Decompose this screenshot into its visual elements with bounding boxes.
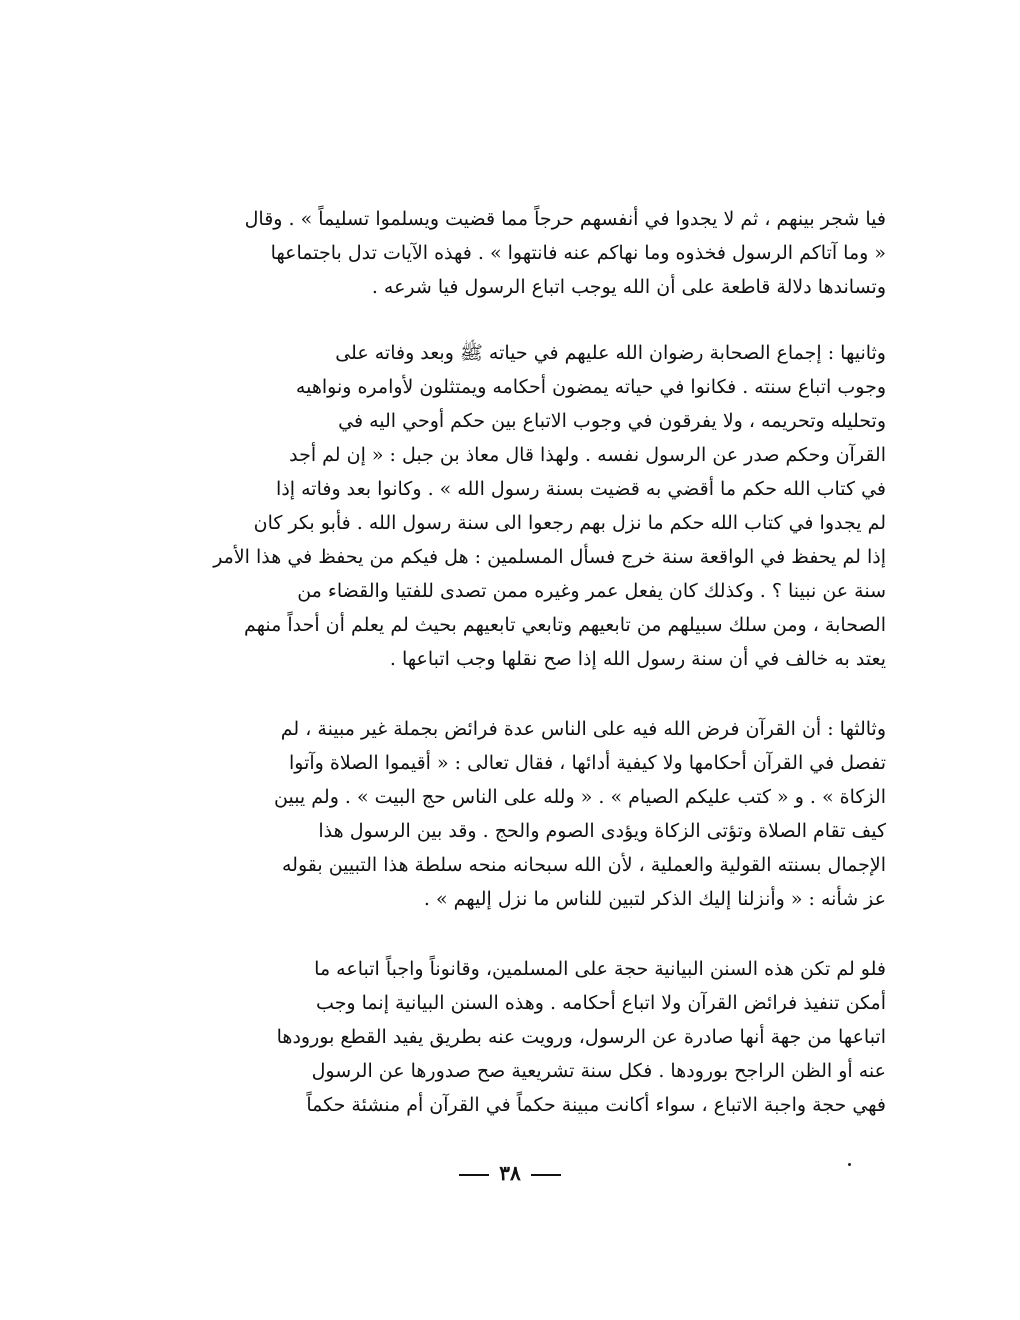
paragraph-3 xyxy=(130,712,886,916)
text-line: الصحابة ، ومن سلك سبيلهم من تابعيهم وتابعي تابعيهم بحيث لم يعلم أن أحداً منهم xyxy=(244,614,886,636)
text-line: اتباعها من جهة أنها صادرة عن الرسول، ورويت عنه بطريق يفيد القطع بورودها xyxy=(276,1026,886,1048)
page-number-text: ٣٨ xyxy=(499,1161,521,1185)
text-line: وتحليله وتحريمه ، ولا يفرقون في وجوب الاتباع بين حكم أوحي اليه في xyxy=(338,410,886,432)
text-line: سنة عن نبينا ؟ . وكذلك كان يفعل عمر وغيره ممن تصدى للفتيا والقضاء من xyxy=(297,580,886,602)
text-line: وثالثها : أن القرآن فرض الله فيه على الناس عدة فرائض بجملة غير مبينة ، لم xyxy=(280,718,886,740)
text-line: عنه أو الظن الراجح بورودها . فكل سنة تشريعية صح صدورها عن الرسول xyxy=(311,1060,886,1082)
text-line: وجوب اتباع سنته . فكانوا في حياته يمضون أحكامه ويمتثلون لأوامره ونواهيه xyxy=(295,376,886,398)
text-line: الزكاة » . و « كتب عليكم الصيام » . « ولله على الناس حج البيت » . ولم يبين xyxy=(274,786,886,808)
text-line: القرآن وحكم صدر عن الرسول نفسه . ولهذا قال معاذ بن جبل : « إن لم أجد xyxy=(289,444,886,466)
text-line: وثانيها : إجماع الصحابة رضوان الله عليهم في حياته ﷺ وبعد وفاته على xyxy=(335,342,886,364)
text-line: كيف تقام الصلاة وتؤتى الزكاة ويؤدى الصوم والحج . وقد بين الرسول هذا xyxy=(318,820,886,842)
text-line: الإجمال بسنته القولية والعملية ، لأن الله سبحانه منحه سلطة هذا التبيين بقوله xyxy=(281,854,886,876)
text-line: « وما آتاكم الرسول فخذوه وما نهاكم عنه فانتهوا » . فهذه الآيات تدل باجتماعها xyxy=(270,242,886,264)
text-line: فهي حجة واجبة الاتباع ، سواء أكانت مبينة حكماً في القرآن أم منشئة حكماً xyxy=(306,1094,886,1116)
page-number xyxy=(0,1158,1020,1188)
page-number-dash xyxy=(459,1174,489,1176)
text-line: فلو لم تكن هذه السنن البيانية حجة على المسلمين، وقانوناً واجباً اتباعه ما xyxy=(314,958,886,980)
text-line: فيا شجر بينهم ، ثم لا يجدوا في أنفسهم حرجاً مما قضيت ويسلموا تسليماً » . وقال xyxy=(244,208,886,230)
scan-speck xyxy=(848,1163,851,1166)
text-line: تفصل في القرآن أحكامها ولا كيفية أدائها ، فقال تعالى : « أقيموا الصلاة وآتوا xyxy=(289,752,886,774)
paragraph-1 xyxy=(130,202,886,304)
text-line: إذا لم يحفظ في الواقعة سنة خرج فسأل المسلمين : هل فيكم من يحفظ في هذا الأمر xyxy=(213,546,886,568)
page-number-dash xyxy=(531,1174,561,1176)
paragraph-4 xyxy=(130,952,886,1122)
paragraph-2 xyxy=(130,336,886,676)
text-line: في كتاب الله حكم ما أقضي به قضيت بسنة رسول الله » . وكانوا بعد وفاته إذا xyxy=(276,478,886,500)
text-line: يعتد به خالف في أن سنة رسول الله إذا صح نقلها وجب اتباعها . xyxy=(389,648,886,670)
text-line: أمكن تنفيذ فرائض القرآن ولا اتباع أحكامه . وهذه السنن البيانية إنما وجب xyxy=(316,992,886,1014)
text-line: لم يجدوا في كتاب الله حكم ما نزل بهم رجعوا الى سنة رسول الله . فأبو بكر كان xyxy=(253,512,886,534)
text-line: عز شأنه : « وأنزلنا إليك الذكر لتبين للناس ما نزل إليهم » . xyxy=(423,888,886,910)
text-line: وتساندها دلالة قاطعة على أن الله يوجب اتباع الرسول فيا شرعه . xyxy=(371,276,886,298)
